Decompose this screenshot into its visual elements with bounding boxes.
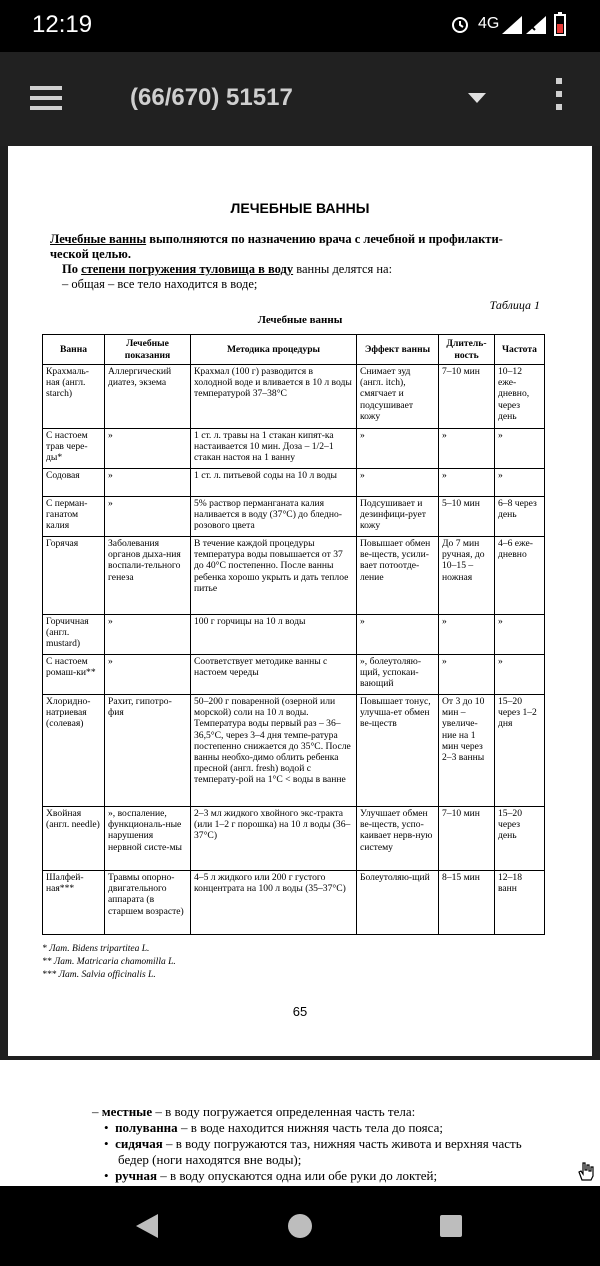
home-icon[interactable] [287, 1213, 313, 1239]
intro-text: выполняются по назначению врача с лечебной и профилакти- [146, 232, 503, 246]
table-row [43, 807, 545, 871]
list-item: • ручная – в воду опускаются одна или обе руки до локтей; [104, 1168, 438, 1183]
table-cell: Травмы опорно-двигательного аппарата (в старшем возрасте) [105, 871, 191, 935]
col-header: Методика процедуры [191, 335, 357, 365]
col-header: Длитель-ность [439, 335, 495, 365]
table-cell: В течение каждой процедуры температура воды повышается от 37 до 40°С постепенно. После ванны ребенка хорошо укрыть и дать теплое питье [191, 537, 357, 615]
table-row [43, 365, 545, 429]
table-cell: 4–6 еже-дневно [495, 537, 545, 615]
hand-bath-term: ручная [115, 1168, 157, 1183]
signal-x-icon [526, 16, 546, 34]
table-cell: Соответствует методике ванны с настоем череды [191, 655, 357, 695]
list-item: • полуванна – в воде находится нижняя часть тела до пояса; [104, 1120, 443, 1135]
table-cell: », болеутоляю-щий, успокаи-вающий [357, 655, 439, 695]
table-cell: » [439, 469, 495, 497]
table-caption: Таблица 1 [489, 298, 540, 312]
table-row [43, 615, 545, 655]
page-heading: ЛЕЧЕБНЫЕ ВАННЫ [230, 200, 370, 216]
page-number: 65 [292, 1004, 308, 1019]
menu-icon[interactable] [30, 86, 62, 110]
table-cell: 5–10 мин [439, 497, 495, 537]
table-cell: 6–8 через день [495, 497, 545, 537]
table-cell: » [357, 615, 439, 655]
col-header: Ванна [43, 335, 105, 365]
table-cell: Аллергический диатез, экзема [105, 365, 191, 429]
local-term: местные [101, 1104, 153, 1119]
table-cell: 15–20 через 1–2 дня [495, 695, 545, 807]
table-cell: 4–5 л жидкого или 200 г густого концентрата на 100 л воды (35–37°С) [191, 871, 357, 935]
general-bath-line: – общая – все тело находится в воде; [62, 277, 258, 291]
table-cell: Крахмал (100 г) разводится в холодной воде и вливается в 10 л воды температурой 37–38°С [191, 365, 357, 429]
table-cell: 100 г горчицы на 10 л воды [191, 615, 357, 655]
table-title: Лечебные ванны [257, 314, 343, 326]
table-cell: » [105, 655, 191, 695]
table-cell: Заболевания органов дыха-ния воспали-тельного генеза [105, 537, 191, 615]
hand-scroll-icon [576, 1160, 596, 1182]
hand-bath-text: – в воду опускаются одна или обе руки до локтей; [156, 1168, 438, 1183]
table-cell: Шалфей-ная*** [43, 871, 105, 935]
table-cell: Горячая [43, 537, 105, 615]
table-row [43, 655, 545, 695]
depth-end: ванны делятся на: [293, 262, 393, 276]
table-cell: Повышает обмен ве-ществ, усили-вает потоотде-ление [357, 537, 439, 615]
app-bar [0, 52, 600, 146]
app-title: (66/670) 51517 [130, 84, 293, 111]
alarm-icon [450, 14, 470, 34]
table-cell: С настоем трав чере-ды* [43, 429, 105, 469]
table-cell: До 7 мин ручная, до 10–15 – ножная [439, 537, 495, 615]
footnote: *** Лат. Salvia officinalis L. [42, 970, 156, 980]
table-cell: 7–10 мин [439, 365, 495, 429]
table-cell: Крахмаль-ная (англ. starch) [43, 365, 105, 429]
table-cell: » [495, 469, 545, 497]
sitz-bath-text: – в воду погружаются таз, нижняя часть живота и верхняя часть [162, 1136, 522, 1151]
table-row [43, 429, 545, 469]
table-cell: » [439, 429, 495, 469]
table-cell: 1 ст. л. питьевой соды на 10 л воды [191, 469, 357, 497]
navigation-bar [0, 1186, 600, 1266]
intro-text-2: ческой целью. [50, 247, 131, 261]
sitz-bath-term: сидячая [115, 1136, 163, 1151]
more-options-icon[interactable] [552, 78, 566, 118]
table-cell: Хвойная (англ. needle) [43, 807, 105, 871]
table-header-row [43, 335, 545, 365]
table-cell: » [439, 655, 495, 695]
table-row [43, 497, 545, 537]
intro-paragraph [50, 232, 550, 262]
table-cell: Содовая [43, 469, 105, 497]
table-row [43, 871, 545, 935]
battery-icon [554, 12, 566, 36]
recents-icon[interactable] [439, 1214, 463, 1238]
back-icon[interactable] [134, 1212, 160, 1240]
table-cell: 12–18 ванн [495, 871, 545, 935]
footnote: ** Лат. Matricaria chamomilla L. [42, 957, 176, 967]
table-cell: », воспаление, функциональ-ные нарушения нервной систе-мы [105, 807, 191, 871]
table-cell: Улучшает обмен ве-ществ, успо-каивает нерв-ную систему [357, 807, 439, 871]
table-cell: Снимает зуд (англ. itch), смягчает и подсушивает кожу [357, 365, 439, 429]
document-page [8, 146, 592, 1056]
status-time: 12:19 [32, 11, 93, 38]
table-cell: Горчичная (англ. mustard) [43, 615, 105, 655]
table-cell: 15–20 через день [495, 807, 545, 871]
table-cell: Рахит, гипотро-фия [105, 695, 191, 807]
table-cell: » [105, 615, 191, 655]
table-cell: Хлоридно-натриевая (солевая) [43, 695, 105, 807]
intro-term: Лечебные ванны [50, 232, 147, 246]
table-cell: Повышает тонус, улучша-ет обмен ве-ществ [357, 695, 439, 807]
table-cell: » [105, 429, 191, 469]
local-bath-line: – местные – в воду погружается определенная часть тела: [92, 1104, 416, 1119]
col-header: Эффект ванны [357, 335, 439, 365]
table-row [43, 695, 545, 807]
table-cell: С настоем ромаш-ки** [43, 655, 105, 695]
table-cell: 5% раствор перманганата калия наливается в воду (37°С) до бледно-розового цвета [191, 497, 357, 537]
half-bath-text: – в воде находится нижняя часть тела до пояса; [177, 1120, 443, 1135]
list-item: • сидячая – в воду погружаются таз, нижняя часть живота и верхняя часть [104, 1136, 522, 1151]
table-cell: 2–3 мл жидкого хвойного экс-тракта (или 1–2 г порошка) на 10 л воды (36–37°С) [191, 807, 357, 871]
table-cell: От 3 до 10 мин – увеличе-ние на 1 мин через 2–3 ванны [439, 695, 495, 807]
col-header: Лечебные показания [105, 335, 191, 365]
depth-paragraph [62, 262, 562, 277]
table-cell: Болеутоляю-щий [357, 871, 439, 935]
table-cell: 7–10 мин [439, 807, 495, 871]
footnote: * Лат. Bidens tripartitea L. [42, 944, 150, 954]
document-page-next [0, 1060, 600, 1186]
table-cell: » [357, 469, 439, 497]
table-cell: » [105, 469, 191, 497]
dropdown-arrow-icon[interactable] [468, 93, 486, 103]
table-cell: 50–200 г поваренной (озерной или морской) соли на 10 л воды. Температура воды первый раз – 36–36,5°С, через 3–4 дня темпе-ратура постепенно снижается до 35°С. После ванны необхо-димо облить ребенка пресной (англ. fresh) водой с температу-рой на 1°С < воды в ванне [191, 695, 357, 807]
table-cell: С перман-ганатом калия [43, 497, 105, 537]
half-bath-term: полуванна [115, 1120, 178, 1135]
depth-term: степени погружения туловища в воду [81, 262, 294, 276]
network-type: 4G [478, 15, 500, 32]
table-cell: » [495, 429, 545, 469]
table-cell: 1 ст. л. травы на 1 стакан кипят-ка настаивается 10 мин. Доза – 1/2–1 стакан настоя на 1 ванну [191, 429, 357, 469]
depth-start: По [62, 262, 82, 276]
table-row [43, 469, 545, 497]
status-bar [0, 0, 600, 52]
table-row [43, 537, 545, 615]
table-cell: » [439, 615, 495, 655]
table-cell: » [495, 655, 545, 695]
col-header: Частота [495, 335, 545, 365]
table-cell: » [357, 429, 439, 469]
table-cell: » [495, 615, 545, 655]
table-cell: Подсушивает и дезинфици-рует кожу [357, 497, 439, 537]
baths-table [42, 334, 545, 935]
local-text: – в воду погружается определенная часть тела: [152, 1104, 416, 1119]
table-cell: 8–15 мин [439, 871, 495, 935]
signal-icon [502, 16, 522, 34]
table-cell: » [105, 497, 191, 537]
sitz-bath-text-2: бедер (ноги находятся вне воды); [118, 1152, 302, 1167]
table-cell: 10–12 еже-дневно, через день [495, 365, 545, 429]
